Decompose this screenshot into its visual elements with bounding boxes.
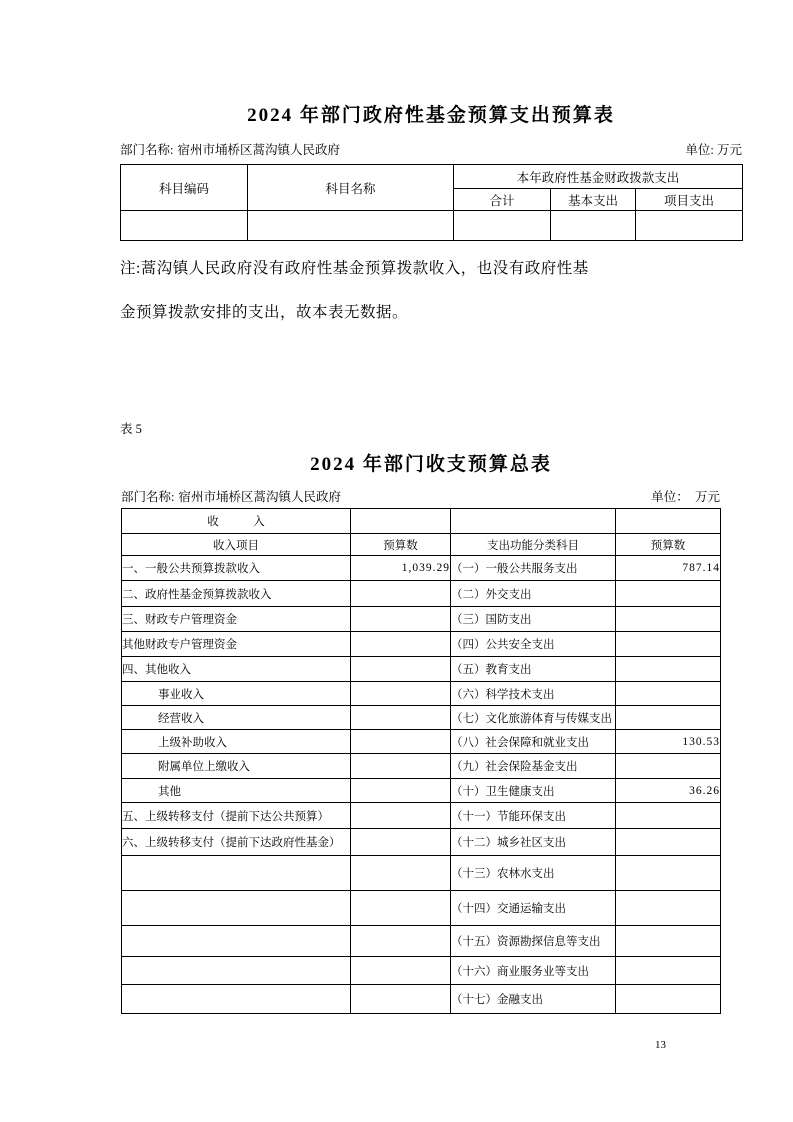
income-item-cell: 经营收入: [122, 706, 351, 730]
table-row: [122, 556, 721, 581]
expense-item-cell: （五）教育支出: [451, 657, 616, 682]
income-amount-cell: [351, 730, 451, 754]
expense-amount-cell: [616, 581, 721, 607]
income-item-cell: [122, 926, 351, 957]
empty-cell: [551, 211, 636, 241]
note-line-1: 注:蒿沟镇人民政府没有政府性基金预算拨款收入，也没有政府性基: [120, 260, 589, 277]
table-row: [122, 754, 721, 779]
table-row: [122, 803, 721, 829]
header-income-budget: 预算数: [351, 534, 451, 556]
income-item-cell: [122, 891, 351, 926]
income-amount-cell: [351, 891, 451, 926]
expense-amount-cell: [616, 632, 721, 657]
header-total: 合计: [454, 189, 551, 211]
income-item-cell: 三、财政专户管理资金: [122, 607, 351, 632]
table2-dept-label: 部门名称:: [121, 490, 175, 504]
note-line-2: 金预算拨款安排的支出，故本表无数据。: [120, 304, 409, 321]
expense-amount-cell: [616, 926, 721, 957]
expense-item-cell: （九）社会保险基金支出: [451, 754, 616, 779]
table-row: [122, 706, 721, 730]
header-project-expenditure: 项目支出: [636, 189, 743, 211]
table-row: [122, 581, 721, 607]
income-item-cell: 其他财政专户管理资金: [122, 632, 351, 657]
table5-label: 表 5: [120, 422, 142, 436]
table-row: [122, 926, 721, 957]
income-item-cell: [122, 856, 351, 891]
table-row: [122, 985, 721, 1014]
expense-item-cell: （八）社会保障和就业支出: [451, 730, 616, 754]
income-amount-cell: [351, 754, 451, 779]
header-subject-name: 科目名称: [248, 165, 454, 211]
expense-item-cell: （十四）交通运输支出: [451, 891, 616, 926]
income-item-cell: [122, 957, 351, 985]
expense-item-cell: （十）卫生健康支出: [451, 779, 616, 803]
table2-dept-name: 宿州市埇桥区蒿沟镇人民政府: [178, 490, 341, 504]
page-number: 13: [655, 1039, 666, 1051]
table1-meta-row: [120, 140, 742, 158]
income-amount-cell: [351, 706, 451, 730]
no-data-note: [120, 247, 730, 335]
table-row: [122, 730, 721, 754]
expense-item-cell: （十七）金融支出: [451, 985, 616, 1014]
expense-amount-cell: 130.53: [616, 730, 721, 754]
header-gov-fund-appropriation-group: 本年政府性基金财政拨款支出: [454, 165, 743, 189]
budget-summary-table: [121, 508, 721, 1014]
income-item-cell: 一、一般公共预算拨款收入: [122, 556, 351, 581]
expense-amount-cell: [616, 754, 721, 779]
table-row: [122, 779, 721, 803]
income-amount-cell: [351, 682, 451, 706]
income-amount-cell: [351, 926, 451, 957]
income-item-cell: 事业收入: [122, 682, 351, 706]
expense-amount-cell: [616, 891, 721, 926]
expense-amount-cell: [616, 829, 721, 856]
income-amount-cell: [351, 632, 451, 657]
header-subject-code: 科目编码: [121, 165, 248, 211]
expense-item-cell: （十三）农林水支出: [451, 856, 616, 891]
gov-fund-budget-table: [120, 164, 743, 241]
expense-item-cell: （四）公共安全支出: [451, 632, 616, 657]
gov-fund-expenditure-table-title: 2024 年部门政府性基金预算支出预算表: [247, 105, 615, 126]
table1-dept-label: 部门名称:: [120, 143, 174, 157]
income-item-cell: 四、其他收入: [122, 657, 351, 682]
expense-amount-cell: [616, 957, 721, 985]
header-expense-budget: 预算数: [616, 534, 721, 556]
income-item-cell: 五、上级转移支付（提前下达公共预算）: [122, 803, 351, 829]
empty-cell: [451, 509, 616, 534]
expense-amount-cell: [616, 856, 721, 891]
expense-item-cell: （十一）节能环保支出: [451, 803, 616, 829]
table1-department: [120, 140, 340, 158]
income-amount-cell: [351, 779, 451, 803]
expense-item-cell: （二）外交支出: [451, 581, 616, 607]
income-amount-cell: [351, 985, 451, 1014]
revenue-section-header: 收 入: [122, 509, 351, 534]
table1-unit: 单位: 万元: [685, 143, 742, 157]
expense-item-cell: （一）一般公共服务支出: [451, 556, 616, 581]
header-expense-category: 支出功能分类科目: [451, 534, 616, 556]
income-item-cell: 二、政府性基金预算拨款收入: [122, 581, 351, 607]
expense-item-cell: （十二）城乡社区支出: [451, 829, 616, 856]
table-row: [122, 632, 721, 657]
header-income-item: 收入项目: [122, 534, 351, 556]
expense-amount-cell: 36.26: [616, 779, 721, 803]
income-amount-cell: [351, 657, 451, 682]
expense-item-cell: （七）文化旅游体育与传媒支出: [451, 706, 616, 730]
budget-summary-table-title: 2024 年部门收支预算总表: [310, 454, 552, 475]
income-item-cell: 上级补助收入: [122, 730, 351, 754]
income-item-cell: [122, 985, 351, 1014]
expense-amount-cell: [616, 682, 721, 706]
empty-cell: [121, 211, 248, 241]
income-amount-cell: [351, 803, 451, 829]
table2-meta-row: [121, 487, 720, 505]
table1-dept-name: 宿州市埇桥区蒿沟镇人民政府: [177, 143, 340, 157]
empty-cell: [454, 211, 551, 241]
income-item-cell: 六、上级转移支付（提前下达政府性基金）: [122, 829, 351, 856]
expense-item-cell: （六）科学技术支出: [451, 682, 616, 706]
income-amount-cell: [351, 856, 451, 891]
income-amount-cell: [351, 581, 451, 607]
empty-cell: [636, 211, 743, 241]
table-row: [122, 607, 721, 632]
income-item-cell: 附属单位上缴收入: [122, 754, 351, 779]
expense-amount-cell: [616, 803, 721, 829]
table-row: [122, 856, 721, 891]
income-amount-cell: [351, 957, 451, 985]
expense-item-cell: （十五）资源勘探信息等支出: [451, 926, 616, 957]
table-row: [122, 957, 721, 985]
expense-amount-cell: [616, 985, 721, 1014]
table2-department: [121, 487, 341, 505]
table2-unit: 单位： 万元: [651, 490, 720, 504]
expense-amount-cell: [616, 607, 721, 632]
expense-item-cell: （三）国防支出: [451, 607, 616, 632]
header-basic-expenditure: 基本支出: [551, 189, 636, 211]
empty-cell: [248, 211, 454, 241]
table-row: [122, 829, 721, 856]
income-amount-cell: [351, 607, 451, 632]
expense-item-cell: （十六）商业服务业等支出: [451, 957, 616, 985]
empty-cell: [351, 509, 451, 534]
table-row: [122, 657, 721, 682]
expense-amount-cell: 787.14: [616, 556, 721, 581]
expense-amount-cell: [616, 706, 721, 730]
table-row: [122, 891, 721, 926]
income-amount-cell: 1,039.29: [351, 556, 451, 581]
income-amount-cell: [351, 829, 451, 856]
table-row: [122, 682, 721, 706]
expense-amount-cell: [616, 657, 721, 682]
income-item-cell: 其他: [122, 779, 351, 803]
empty-cell: [616, 509, 721, 534]
